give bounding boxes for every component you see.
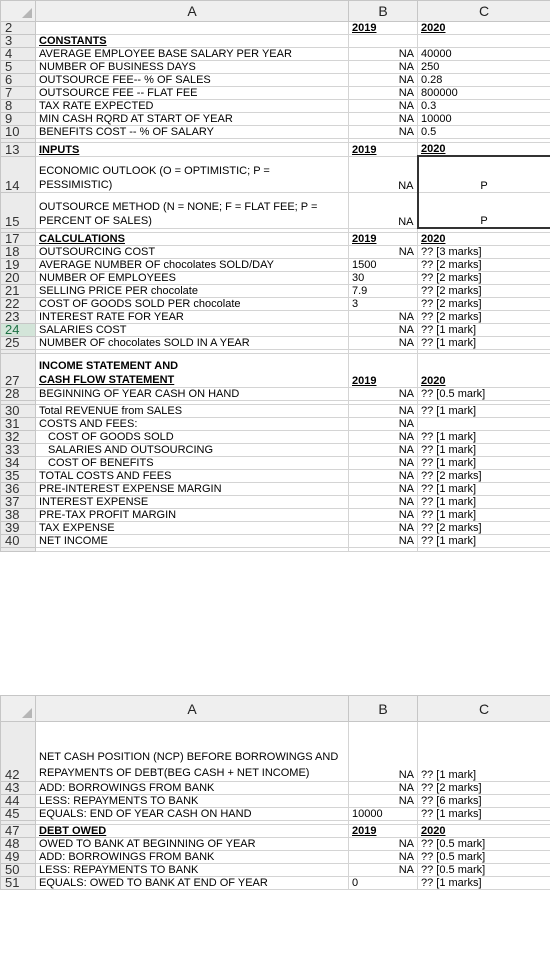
cell[interactable]: ECONOMIC OUTLOOK (O = OPTIMISTIC; P = PESSIMISTIC) <box>36 156 349 192</box>
cell[interactable]: 2020 <box>418 22 550 35</box>
cell[interactable]: NA <box>349 496 418 509</box>
cell[interactable]: NA <box>349 522 418 535</box>
cell[interactable]: ?? [1 mark] <box>418 509 550 522</box>
cell[interactable]: SALARIES AND OUTSOURCING <box>36 444 349 457</box>
select-all-corner[interactable] <box>1 1 36 22</box>
cell[interactable]: AVERAGE EMPLOYEE BASE SALARY PER YEAR <box>36 48 349 61</box>
row-header[interactable]: 48 <box>1 838 36 851</box>
row-header[interactable]: 22 <box>1 298 36 311</box>
cell[interactable]: TOTAL COSTS AND FEES <box>36 470 349 483</box>
table-row <box>1 535 550 548</box>
table-row <box>1 457 550 470</box>
row-header[interactable]: 47 <box>1 825 36 838</box>
cell[interactable]: OWED TO BANK AT BEGINNING OF YEAR <box>36 838 349 851</box>
cell[interactable]: ?? [2 marks] <box>418 522 550 535</box>
section-title-line-2: CASH FLOW STATEMENT <box>39 374 175 386</box>
table-row <box>1 259 550 272</box>
cell[interactable]: ?? [0.5 mark] <box>418 838 550 851</box>
cell <box>349 548 418 552</box>
cell[interactable]: 2019 <box>349 354 418 388</box>
row-header[interactable]: 28 <box>1 388 36 401</box>
cell[interactable]: ?? [0.5 mark] <box>418 388 550 401</box>
cell[interactable]: INTEREST RATE FOR YEAR <box>36 311 349 324</box>
cell[interactable]: ?? [1 mark] <box>418 405 550 418</box>
cell[interactable]: NA <box>349 126 418 139</box>
cell[interactable]: 2019 <box>349 233 418 246</box>
table-row <box>1 272 550 285</box>
row-header[interactable]: 30 <box>1 405 36 418</box>
table-row <box>1 126 550 139</box>
cell[interactable]: NA <box>349 535 418 548</box>
cell[interactable]: INPUTS <box>36 143 349 157</box>
cell[interactable]: NA <box>349 324 418 337</box>
table-row <box>1 246 550 259</box>
row-header[interactable] <box>1 548 36 552</box>
cell[interactable]: CALCULATIONS <box>36 233 349 246</box>
table-row <box>1 48 550 61</box>
cell[interactable]: SALARIES COST <box>36 324 349 337</box>
table-row <box>1 444 550 457</box>
table-row <box>1 877 550 890</box>
cell[interactable]: ?? [2 marks] <box>418 470 550 483</box>
table-row <box>1 324 550 337</box>
cell[interactable]: CONSTANTS <box>36 35 349 48</box>
cell[interactable]: COSTS AND FEES: <box>36 418 349 431</box>
cell[interactable]: 2019 <box>349 22 418 35</box>
cell[interactable]: NUMBER OF chocolates SOLD IN A YEAR <box>36 337 349 350</box>
table-row <box>1 808 550 821</box>
economic-outlook-input[interactable]: P <box>418 156 550 192</box>
row-header[interactable]: 31 <box>1 418 36 431</box>
cell[interactable]: BEGINNING OF YEAR CASH ON HAND <box>36 388 349 401</box>
table-row <box>1 483 550 496</box>
row-header[interactable]: 40 <box>1 535 36 548</box>
row-header[interactable]: 21 <box>1 285 36 298</box>
row-header[interactable]: 44 <box>1 795 36 808</box>
hidden-rows-divider <box>1 548 550 552</box>
table-row <box>1 851 550 864</box>
grid-bottom <box>0 695 550 890</box>
row-header[interactable]: 38 <box>1 509 36 522</box>
column-header-row <box>1 1 550 22</box>
cell[interactable]: BENEFITS COST -- % OF SALARY <box>36 126 349 139</box>
cell[interactable]: COST OF GOODS SOLD <box>36 431 349 444</box>
cell[interactable]: OUTSOURCE METHOD (N = NONE; F = FLAT FEE; P = PERCENT OF SALES) <box>36 192 349 228</box>
row-header[interactable]: 5 <box>1 61 36 74</box>
row-header[interactable]: 37 <box>1 496 36 509</box>
table-row <box>1 722 550 782</box>
cell[interactable]: ?? [0.5 mark] <box>418 864 550 877</box>
cell[interactable]: NA <box>349 388 418 401</box>
cell[interactable]: LESS: REPAYMENTS TO BANK <box>36 795 349 808</box>
table-row <box>1 285 550 298</box>
table-row <box>1 311 550 324</box>
cell[interactable]: NUMBER OF EMPLOYEES <box>36 272 349 285</box>
row-header[interactable]: 34 <box>1 457 36 470</box>
row-header[interactable]: 7 <box>1 87 36 100</box>
cell[interactable]: INTEREST EXPENSE <box>36 496 349 509</box>
row-header[interactable]: 43 <box>1 782 36 795</box>
cell[interactable]: NA <box>349 444 418 457</box>
table-row <box>1 35 550 48</box>
row-header[interactable]: 9 <box>1 113 36 126</box>
cell[interactable]: ?? [2 marks] <box>418 259 550 272</box>
table-row <box>1 496 550 509</box>
row-header[interactable]: 19 <box>1 259 36 272</box>
row-header[interactable]: 4 <box>1 48 36 61</box>
cell <box>36 548 349 552</box>
column-header-a[interactable]: A <box>36 1 349 22</box>
row-header[interactable]: 15 <box>1 192 36 228</box>
selected-cell[interactable]: ?? [1 mark] <box>418 324 550 337</box>
cell[interactable]: NA <box>349 100 418 113</box>
cell[interactable]: ?? [2 marks] <box>418 298 550 311</box>
cell[interactable]: PRE-TAX PROFIT MARGIN <box>36 509 349 522</box>
column-header-b[interactable]: B <box>349 696 418 722</box>
row-header[interactable]: 8 <box>1 100 36 113</box>
row-header[interactable]: 18 <box>1 246 36 259</box>
row-header[interactable]: 50 <box>1 864 36 877</box>
cell[interactable]: NA <box>349 795 418 808</box>
column-header-row <box>1 696 550 722</box>
cell[interactable]: TAX EXPENSE <box>36 522 349 535</box>
row-header[interactable]: 23 <box>1 311 36 324</box>
cell[interactable]: 0 <box>349 877 418 890</box>
cell[interactable]: ?? [2 marks] <box>418 285 550 298</box>
cell[interactable]: DEBT OWED <box>36 825 349 838</box>
table-row <box>1 509 550 522</box>
cell[interactable]: NA <box>349 457 418 470</box>
cell[interactable]: EQUALS: OWED TO BANK AT END OF YEAR <box>36 877 349 890</box>
cell[interactable]: SELLING PRICE PER chocolate <box>36 285 349 298</box>
cell[interactable]: COST OF BENEFITS <box>36 457 349 470</box>
cell[interactable]: NA <box>349 61 418 74</box>
cell[interactable]: ?? [2 marks] <box>418 311 550 324</box>
cell[interactable]: OUTSOURCE FEE -- FLAT FEE <box>36 87 349 100</box>
row-header-selected[interactable]: 24 <box>1 324 36 337</box>
cell[interactable]: 0.5 <box>418 126 550 139</box>
table-row <box>1 22 550 35</box>
cell[interactable]: 10000 <box>349 808 418 821</box>
cell[interactable]: NA <box>349 851 418 864</box>
row-header[interactable]: 39 <box>1 522 36 535</box>
cell[interactable]: ?? [6 marks] <box>418 795 550 808</box>
table-row <box>1 74 550 87</box>
section-title-line-1: INCOME STATEMENT AND <box>39 360 179 372</box>
table-row <box>1 192 550 228</box>
cell[interactable] <box>36 22 349 35</box>
column-header-a[interactable]: A <box>36 696 349 722</box>
cell[interactable]: ?? [1 mark] <box>418 722 550 782</box>
table-row <box>1 233 550 246</box>
cell[interactable]: NA <box>349 311 418 324</box>
table-row <box>1 143 550 157</box>
cell[interactable]: ?? [1 marks] <box>418 808 550 821</box>
cell[interactable]: 0.28 <box>418 74 550 87</box>
cell[interactable]: NA <box>349 48 418 61</box>
cell[interactable]: NA <box>349 87 418 100</box>
cell[interactable]: LESS: REPAYMENTS TO BANK <box>36 864 349 877</box>
cell[interactable]: 800000 <box>418 87 550 100</box>
table-row <box>1 795 550 808</box>
row-header[interactable]: 49 <box>1 851 36 864</box>
cell[interactable]: 7.9 <box>349 285 418 298</box>
row-header[interactable]: 13 <box>1 143 36 157</box>
cell[interactable]: NA <box>349 246 418 259</box>
outsource-method-input[interactable]: P <box>418 192 550 228</box>
cell[interactable]: PRE-INTEREST EXPENSE MARGIN <box>36 483 349 496</box>
table-row <box>1 87 550 100</box>
table-row <box>1 522 550 535</box>
cell[interactable]: ?? [1 mark] <box>418 496 550 509</box>
row-header[interactable]: 6 <box>1 74 36 87</box>
column-header-c[interactable]: C <box>418 696 550 722</box>
table-row <box>1 337 550 350</box>
table-row <box>1 354 550 388</box>
cell[interactable]: ?? [1 mark] <box>418 535 550 548</box>
cell[interactable]: ?? [3 marks] <box>418 246 550 259</box>
row-header[interactable]: 27 <box>1 354 36 388</box>
cell[interactable]: NA <box>349 405 418 418</box>
select-all-corner[interactable] <box>1 696 36 722</box>
table-row <box>1 418 550 431</box>
row-header[interactable]: 25 <box>1 337 36 350</box>
cell[interactable]: 3 <box>349 298 418 311</box>
cell[interactable]: NA <box>349 864 418 877</box>
cell[interactable]: 2020 <box>418 233 550 246</box>
table-row <box>1 388 550 401</box>
table-row <box>1 470 550 483</box>
cell[interactable] <box>418 418 550 431</box>
cell[interactable]: 2020 <box>418 825 550 838</box>
row-header[interactable]: 42 <box>1 722 36 782</box>
table-row <box>1 61 550 74</box>
cell[interactable]: OUTSOURCING COST <box>36 246 349 259</box>
cell[interactable]: NA <box>349 509 418 522</box>
row-header[interactable]: 35 <box>1 470 36 483</box>
cell[interactable]: AVERAGE NUMBER OF chocolates SOLD/DAY <box>36 259 349 272</box>
table-row <box>1 405 550 418</box>
table-row <box>1 782 550 795</box>
table-row <box>1 825 550 838</box>
cell[interactable]: NA <box>349 483 418 496</box>
row-header[interactable]: 36 <box>1 483 36 496</box>
cell[interactable]: ?? [1 marks] <box>418 877 550 890</box>
row-header[interactable]: 14 <box>1 156 36 192</box>
cell[interactable]: NA <box>349 418 418 431</box>
cell[interactable]: OUTSOURCE FEE-- % OF SALES <box>36 74 349 87</box>
cell[interactable]: ?? [1 mark] <box>418 457 550 470</box>
cell[interactable]: ADD: BORROWINGS FROM BANK <box>36 851 349 864</box>
cell[interactable]: TAX RATE EXPECTED <box>36 100 349 113</box>
cell[interactable]: ?? [1 mark] <box>418 444 550 457</box>
cell[interactable]: ?? [1 mark] <box>418 431 550 444</box>
cell[interactable]: NA <box>349 431 418 444</box>
row-header[interactable]: 45 <box>1 808 36 821</box>
cell[interactable]: NUMBER OF BUSINESS DAYS <box>36 61 349 74</box>
cell[interactable]: 30 <box>349 272 418 285</box>
row-header[interactable]: 17 <box>1 233 36 246</box>
cell[interactable]: ?? [1 mark] <box>418 337 550 350</box>
cell[interactable]: 2020 <box>418 354 550 388</box>
cell[interactable] <box>349 35 418 48</box>
cell[interactable]: COST OF GOODS SOLD PER chocolate <box>36 298 349 311</box>
cell[interactable]: NA <box>349 113 418 126</box>
table-row <box>1 156 550 192</box>
cell[interactable]: 0.3 <box>418 100 550 113</box>
cell[interactable]: NA <box>349 337 418 350</box>
table-row <box>1 100 550 113</box>
cell[interactable]: EQUALS: END OF YEAR CASH ON HAND <box>36 808 349 821</box>
row-header[interactable]: 10 <box>1 126 36 139</box>
cell[interactable]: NA <box>349 156 418 192</box>
cell[interactable]: MIN CASH RQRD AT START OF YEAR <box>36 113 349 126</box>
row-header[interactable]: 20 <box>1 272 36 285</box>
column-header-c[interactable]: C <box>418 1 550 22</box>
cell[interactable]: ?? [2 marks] <box>418 782 550 795</box>
cell[interactable]: NA <box>349 192 418 228</box>
cell[interactable]: NA <box>349 838 418 851</box>
row-header[interactable]: 2 <box>1 22 36 35</box>
cell[interactable]: 1500 <box>349 259 418 272</box>
column-header-b[interactable]: B <box>349 1 418 22</box>
cell[interactable]: NET INCOME <box>36 535 349 548</box>
cell[interactable]: NA <box>349 782 418 795</box>
cell[interactable] <box>36 354 349 388</box>
cell[interactable]: NA <box>349 74 418 87</box>
cell[interactable]: 40000 <box>418 48 550 61</box>
table-row <box>1 431 550 444</box>
table-row <box>1 113 550 126</box>
cell[interactable]: NA <box>349 470 418 483</box>
cell[interactable]: 2019 <box>349 143 418 157</box>
cell[interactable]: 10000 <box>418 113 550 126</box>
row-header[interactable]: 33 <box>1 444 36 457</box>
cell[interactable]: 2019 <box>349 825 418 838</box>
cell[interactable] <box>418 35 550 48</box>
spreadsheet-bottom <box>0 695 550 890</box>
cell[interactable]: NET CASH POSITION (NCP) BEFORE BORROWINGS AND REPAYMENTS OF DEBT(BEG CASH + NET INCOME) <box>36 722 349 782</box>
cell <box>418 548 550 552</box>
cell[interactable]: ?? [2 marks] <box>418 272 550 285</box>
row-header[interactable]: 3 <box>1 35 36 48</box>
row-header[interactable]: 51 <box>1 877 36 890</box>
cell[interactable]: Total REVENUE from SALES <box>36 405 349 418</box>
cell[interactable]: ?? [1 mark] <box>418 483 550 496</box>
cell[interactable]: NA <box>349 722 418 782</box>
table-row <box>1 838 550 851</box>
cell[interactable]: ?? [0.5 mark] <box>418 851 550 864</box>
table-row <box>1 298 550 311</box>
table-row <box>1 864 550 877</box>
cell[interactable]: ADD: BORROWINGS FROM BANK <box>36 782 349 795</box>
cell[interactable]: 2020 <box>418 143 550 157</box>
row-header[interactable]: 32 <box>1 431 36 444</box>
cell[interactable]: 250 <box>418 61 550 74</box>
